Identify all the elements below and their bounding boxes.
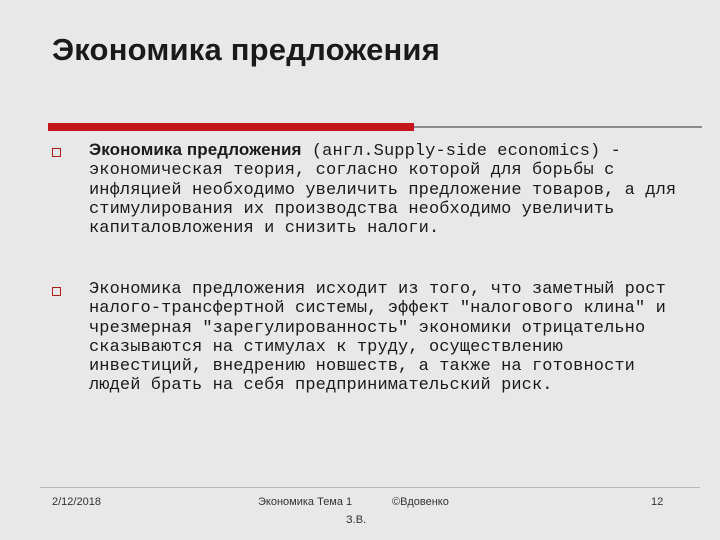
footer-page-number: 12 (651, 496, 664, 508)
footer-date: 2/12/2018 (52, 496, 101, 508)
bullet-square-icon (52, 287, 61, 296)
title-underline-accent (48, 123, 414, 131)
footer-author-initials: З.В. (346, 514, 367, 526)
bullet-lead-term: Экономика предложения (89, 140, 302, 159)
footer-course: Экономика Тема 1 (258, 496, 353, 508)
footer-divider (40, 487, 700, 488)
title-underline-thin (414, 126, 702, 128)
bullet-square-icon (52, 148, 61, 157)
slide-title: Экономика предложения (52, 32, 440, 67)
bullet-paragraph (89, 280, 679, 396)
bullet-text: (англ.Supply-side economics) - экономическая теория, согласно которой для борьбы с инфляцией необходимо увеличить предложение товаров, а для стимулирования их производства необходимо увеличить капиталовложения и снизить налоги. (89, 142, 677, 239)
bullet-text: Экономика предложения исходит из того, что заметный рост налого-трансфертной системы, эффект "налогового клина" и чрезмерная "зарегулированность" экономики отрицательно сказываются на стимулах к труду, осуществлению инвестиций, внедрению новшеств, а также на готовности людей брать на себя предпринимательский риск. (89, 280, 666, 396)
footer-author: ©Вдовенко (392, 496, 449, 508)
bullet-paragraph (89, 140, 679, 238)
